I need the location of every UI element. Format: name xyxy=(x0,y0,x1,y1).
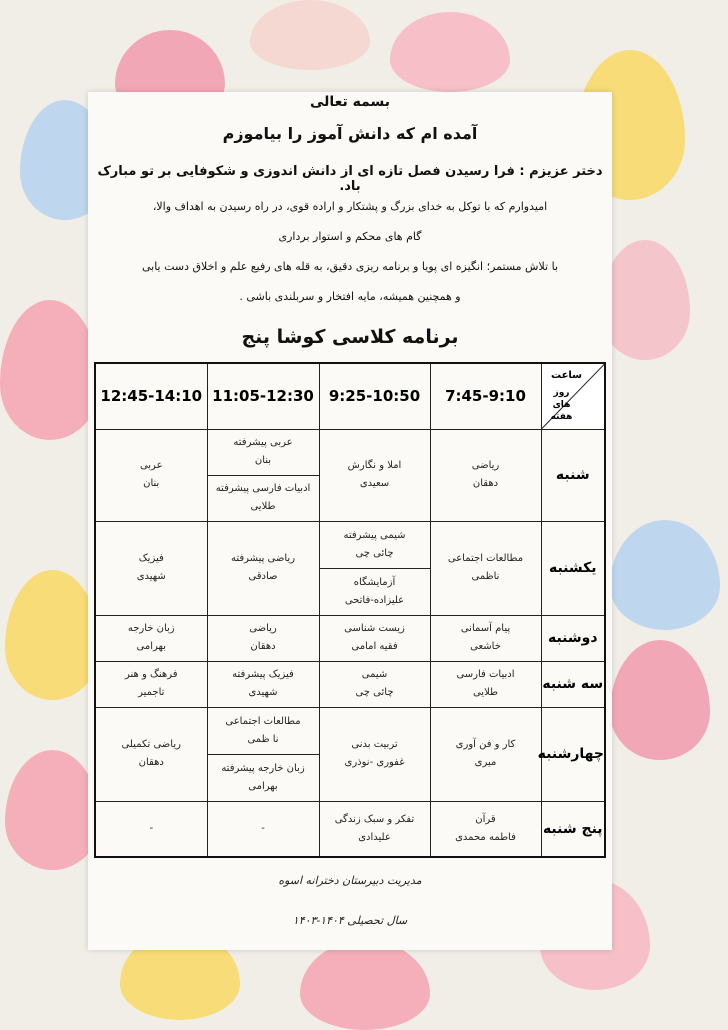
split-cell-part xyxy=(208,754,319,801)
subject-name: ریاضی پیشرفته xyxy=(230,553,296,564)
schedule-cell xyxy=(95,615,207,661)
schedule-cell xyxy=(319,707,430,801)
subject-name: قرآن xyxy=(475,813,496,825)
teacher-name: فقیه امامی xyxy=(351,641,398,652)
schedule-cell xyxy=(430,429,541,521)
split-cell-part xyxy=(208,708,319,754)
schedule-cell xyxy=(95,661,207,707)
paragraph-line-4: و همچنین همیشه، مایه افتخار و سربلندی باشی . xyxy=(239,290,461,303)
bismillah: بسمه تعالی xyxy=(309,94,391,110)
corner-days-label: روز های هفته xyxy=(550,387,573,422)
schedule-cell xyxy=(207,521,319,615)
schedule-cell xyxy=(207,801,319,857)
heading: آمده ام که دانش آموز را بیاموزم xyxy=(222,124,478,143)
subject-name: شیمی xyxy=(361,669,388,680)
day-name: شنبه xyxy=(541,429,605,521)
day-name: سه شنبه xyxy=(541,661,605,707)
greeting: دختر عزیزم : فرا رسیدن فصل تازه ای از دانش اندوزی و شکوفایی بر تو مبارک باد. xyxy=(97,164,603,194)
teacher-name: علیزاده-فاتحی xyxy=(344,594,405,606)
schedule-cell xyxy=(95,801,207,857)
paragraph-line-2: گام های محکم و استوار برداری xyxy=(278,230,422,243)
flower-decoration xyxy=(390,12,510,92)
teacher-name: خاشعی xyxy=(470,641,501,652)
schedule-cell xyxy=(319,521,430,615)
split-cell xyxy=(208,430,319,521)
teacher-name: فاطمه محمدی xyxy=(455,831,516,843)
teacher-name: شهیدی xyxy=(248,687,278,698)
subject-name: پیام آسمانی xyxy=(460,623,511,634)
paragraph-line-3: با تلاش مستمر؛ انگیزه ای پویا و برنامه ریزی دقیق، به قله های رفیع علم و اخلاق دست یابی xyxy=(141,260,559,273)
time-slot-2: 9:25-10:50 xyxy=(319,363,430,429)
management-signature: مدیریت دبیرستان دخترانه اسوه xyxy=(278,874,422,887)
schedule-table xyxy=(94,362,606,858)
schedule-cell xyxy=(430,801,541,857)
flower-decoration xyxy=(5,570,100,700)
subject-name: ریاضی xyxy=(249,623,277,634)
teacher-name: صادقی xyxy=(248,571,278,582)
table-row xyxy=(95,661,605,707)
subject-name: املا و نگارش xyxy=(347,460,402,471)
teacher-name: غفوری -نوذری xyxy=(344,757,405,768)
teacher-name: شهیدی xyxy=(136,571,166,582)
flower-decoration xyxy=(600,240,690,360)
teacher-name: دهقان xyxy=(472,478,499,489)
day-name: دوشنبه xyxy=(541,615,605,661)
subject-name: مطالعات اجتماعی xyxy=(225,715,301,727)
flower-decoration xyxy=(0,300,100,440)
corner-header xyxy=(541,363,605,429)
time-slot-4: 12:45-14:10 xyxy=(95,363,207,429)
schedule-cell xyxy=(430,615,541,661)
subject-name: تربیت بدنی xyxy=(351,739,398,750)
schedule-cell xyxy=(95,707,207,801)
teacher-name: دهقان xyxy=(138,757,164,768)
subject-name: تفکر و سبک زندگی xyxy=(334,813,415,825)
subject-name: فیزیک xyxy=(138,553,164,564)
time-header-row xyxy=(95,363,605,429)
teacher-name: تاجمیر xyxy=(138,687,165,698)
split-cell-part xyxy=(208,475,319,521)
flower-decoration xyxy=(5,750,100,870)
schedule-cell xyxy=(207,429,319,521)
split-cell xyxy=(320,522,430,615)
table-row xyxy=(95,429,605,521)
teacher-name: میری xyxy=(474,757,497,768)
teacher-name: بنان xyxy=(254,455,272,466)
teacher-name: دهقان xyxy=(250,641,276,652)
teacher-name: طلایی xyxy=(250,501,276,512)
schedule-cell xyxy=(207,661,319,707)
subject-name: - xyxy=(149,822,154,834)
schedule-cell xyxy=(207,615,319,661)
teacher-name: بهرامی xyxy=(136,641,166,652)
schedule-cell xyxy=(319,615,430,661)
flower-decoration xyxy=(250,0,370,70)
schedule-cell xyxy=(430,707,541,801)
subject-name: - xyxy=(261,822,265,834)
split-cell-part xyxy=(320,568,430,615)
teacher-name: بنان xyxy=(143,478,160,489)
teacher-name: چائی چی xyxy=(355,547,394,559)
split-cell-part xyxy=(320,522,430,568)
subject-name: آزمایشگاه xyxy=(353,576,396,588)
schedule-cell xyxy=(95,429,207,521)
subject-name: مطالعات اجتماعی xyxy=(447,553,524,564)
table-row xyxy=(95,801,605,857)
schedule-cell xyxy=(319,801,430,857)
split-cell-part xyxy=(208,430,319,475)
teacher-name: سعیدی xyxy=(359,478,390,489)
flower-decoration xyxy=(610,520,720,630)
subject-name: عربی پیشرفته xyxy=(233,437,293,448)
schedule-cell xyxy=(319,429,430,521)
school-year: سال تحصیلی ۱۴۰۴-۱۴۰۳ xyxy=(292,914,408,927)
teacher-name: ناظمی xyxy=(471,571,500,582)
subject-name: زبان خارجه xyxy=(127,623,175,634)
flower-decoration xyxy=(300,940,430,1030)
schedule-cell xyxy=(430,521,541,615)
paper-sheet xyxy=(88,92,612,950)
schedule-cell xyxy=(319,661,430,707)
split-cell xyxy=(208,708,319,801)
subject-name: زیست شناسی xyxy=(344,623,405,634)
paragraph-line-1: امیدوارم که با توکل به خدای بزرگ و پشتکار و اراده قوی، در راه رسیدن به اهداف والا، xyxy=(152,200,548,213)
subject-name: فرهنگ و هنر xyxy=(124,669,178,680)
subject-name: زبان خارجه پیشرفته xyxy=(221,762,305,774)
schedule-cell xyxy=(207,707,319,801)
schedule-cell xyxy=(95,521,207,615)
table-row xyxy=(95,521,605,615)
table-row xyxy=(95,707,605,801)
time-slot-3: 11:05-12:30 xyxy=(207,363,319,429)
subject-name: ریاضی xyxy=(471,460,500,471)
subject-name: عربی xyxy=(139,460,163,471)
teacher-name: نا ظمی xyxy=(247,733,279,745)
time-slot-1: 7:45-9:10 xyxy=(430,363,541,429)
subject-name: ادبیات فارسی xyxy=(456,669,515,680)
flower-decoration xyxy=(610,640,710,760)
day-name: یکشنبه xyxy=(541,521,605,615)
day-name: پنج شنبه xyxy=(541,801,605,857)
teacher-name: علیدادی xyxy=(358,831,391,843)
table-row xyxy=(95,615,605,661)
teacher-name: چائی چی xyxy=(355,687,394,698)
subject-name: ریاضی تکمیلی xyxy=(121,739,181,750)
subject-name: فیزیک پیشرفته xyxy=(232,669,294,680)
subject-name: شیمی پیشرفته xyxy=(343,529,406,541)
corner-time-label: ساعت xyxy=(550,370,582,381)
teacher-name: طلایی xyxy=(472,687,499,698)
schedule-cell xyxy=(430,661,541,707)
subject-name: کار و فن آوری xyxy=(455,739,516,750)
class-title: برنامه کلاسی کوشا پنج xyxy=(241,326,459,348)
teacher-name: بهرامی xyxy=(248,780,278,792)
subject-name: ادبیات فارسی پیشرفته xyxy=(215,483,311,494)
day-name: چهارشنبه xyxy=(541,707,605,801)
